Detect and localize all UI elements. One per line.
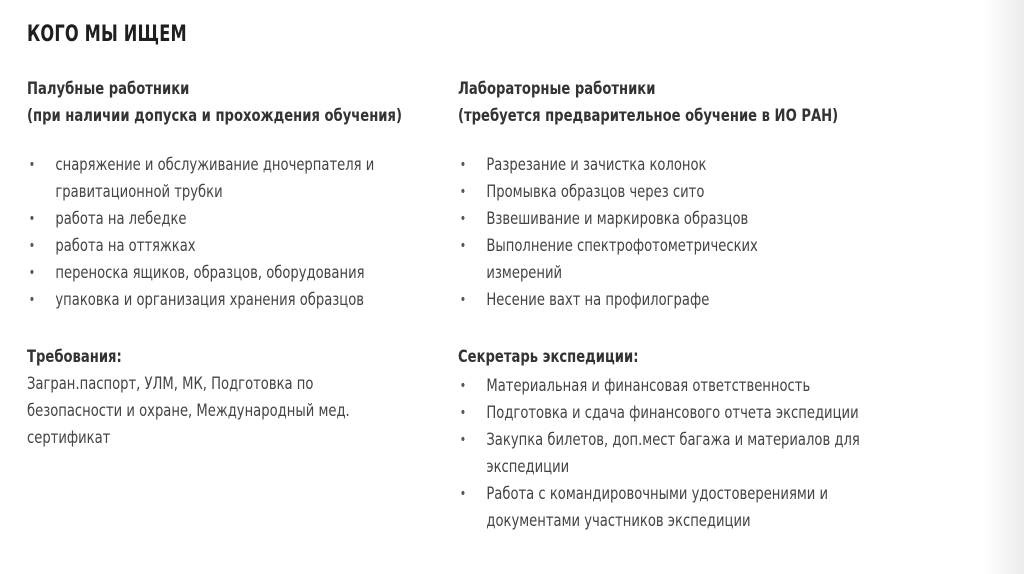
- deck-workers-heading-line2: (при наличии допуска и прохождения обучения): [27, 106, 402, 126]
- list-item: • Взвешивание и маркировка образцов: [458, 206, 888, 233]
- list-item: • переноска ящиков, образцов, оборудования: [27, 260, 405, 287]
- list-item: • Материальная и финансовая ответственность: [458, 373, 888, 400]
- lab-workers-column: [458, 76, 958, 535]
- secretary-block: [458, 344, 888, 535]
- list-item: • Разрезание и зачистка колонок: [458, 152, 888, 179]
- bullet-icon: •: [459, 292, 467, 308]
- bullet-icon: •: [459, 486, 467, 502]
- lab-workers-content: [458, 76, 888, 535]
- page-edge-shadow: [984, 0, 1024, 574]
- bullet-icon: •: [459, 432, 467, 448]
- list-item: • снаряжение и обслуживание дночерпателя и гравитационной трубки: [27, 152, 405, 206]
- list-item: • Выполнение спектрофотометрических измерений: [458, 233, 888, 287]
- bullet-icon: •: [459, 184, 467, 200]
- requirements-heading: Требования:: [27, 347, 122, 367]
- list-item: • упаковка и организация хранения образцов: [27, 287, 405, 314]
- requirements-text: Загран.паспорт, УЛМ, МК, Подготовка по безопасности и охране, Международный мед. сертификат: [27, 374, 350, 448]
- deck-workers-content: [27, 76, 405, 452]
- lab-workers-heading: [458, 76, 888, 130]
- list-item: • Работа с командировочными удостоверениями и документами участников экспедиции: [458, 481, 888, 535]
- bullet-icon: •: [28, 157, 36, 173]
- deck-workers-heading: [27, 76, 405, 130]
- deck-workers-heading-line1: Палубные работники: [27, 79, 190, 99]
- bullet-icon: •: [28, 238, 36, 254]
- requirements-block: [27, 344, 405, 452]
- list-item: • Подготовка и сдача финансового отчета экспедиции: [458, 400, 888, 427]
- bullet-icon: •: [28, 292, 36, 308]
- secretary-list: [458, 373, 888, 535]
- bullet-icon: •: [459, 238, 467, 254]
- bullet-icon: •: [459, 157, 467, 173]
- list-item: • Промывка образцов через сито: [458, 179, 888, 206]
- lab-workers-heading-line1: Лабораторные работники: [458, 79, 656, 99]
- list-item: • работа на оттяжках: [27, 233, 405, 260]
- slide-title: КОГО МЫ ИЩЕМ: [27, 22, 187, 47]
- lab-workers-heading-line2: (требуется предварительное обучение в ИО РАН): [458, 106, 839, 126]
- bullet-icon: •: [459, 405, 467, 421]
- list-item: • работа на лебедке: [27, 206, 405, 233]
- lab-workers-list: [458, 152, 888, 314]
- deck-workers-column: [27, 76, 467, 452]
- list-item: • Несение вахт на профилографе: [458, 287, 888, 314]
- secretary-heading: Секретарь экспедиции:: [458, 347, 639, 367]
- list-item: • Закупка билетов, доп.мест багажа и материалов для экспедиции: [458, 427, 888, 481]
- bullet-icon: •: [459, 378, 467, 394]
- bullet-icon: •: [28, 265, 36, 281]
- deck-workers-list: [27, 152, 405, 314]
- bullet-icon: •: [28, 211, 36, 227]
- bullet-icon: •: [459, 211, 467, 227]
